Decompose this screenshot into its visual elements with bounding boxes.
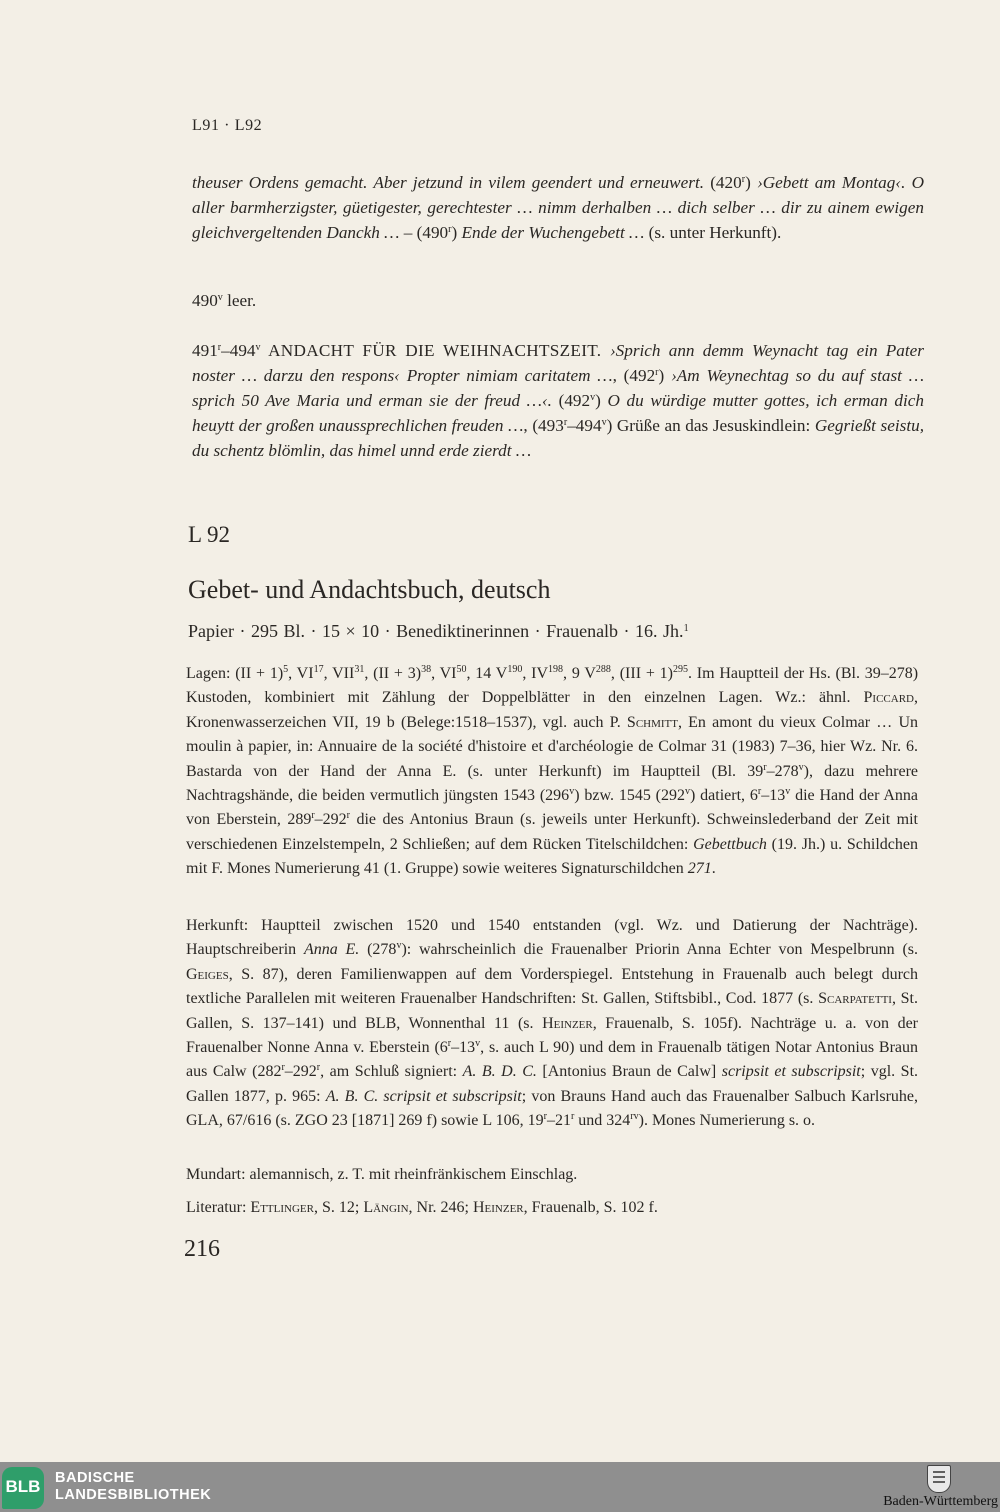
text: , Kronenwasserzeichen VII, 19 b (Belege:1518–1537), vgl. auch P. [186, 689, 918, 731]
text: , 14 V [466, 665, 508, 682]
text: , IV [522, 665, 549, 682]
paragraph-leer [192, 288, 924, 313]
text: , VI [431, 665, 457, 682]
text: ). Mones Numerierung s. o. [638, 1112, 816, 1130]
paragraph-mundart: Mundart: alemannisch, z. T. mit rheinfränkischem Einschlag. [186, 1166, 578, 1183]
superscript: 190 [507, 664, 523, 675]
library-footer-bar [0, 1462, 1000, 1512]
paragraph-lagen [186, 662, 918, 882]
superscript: 198 [548, 664, 564, 675]
running-head: L91 · L92 [192, 117, 263, 134]
superscript: v [396, 940, 402, 952]
superscript: r [316, 1062, 321, 1074]
superscript: r [570, 1111, 575, 1123]
paragraph-weihnachtszeit [192, 338, 924, 463]
italic-text: Ende der Wuchengebett … [461, 223, 645, 242]
italic-text: 271 [687, 860, 712, 878]
text: 491 [192, 341, 218, 360]
text: ) [451, 223, 462, 242]
superscript: r [757, 786, 762, 798]
italic-text: A. B. C. scripsit et subscripsit [325, 1087, 522, 1105]
text: . [711, 860, 716, 878]
text: 490 [192, 291, 218, 310]
state-name[interactable]: Baden-Württemberg [883, 1494, 998, 1509]
author-name: Geiges [186, 965, 229, 983]
italic-text: ›Sprich ann demm Weynacht tag ein Pater noster … darzu den respons‹ Propter nimiam caritatem … [192, 341, 924, 385]
text: leer. [222, 291, 257, 310]
text: –494 [567, 416, 602, 435]
text: . Im Hauptteil der Hs. (Bl. 39–278) Kustoden, kombiniert mit Zählung der Doppelblätter in den einzelnen Lagen. Wz.: ähnl. [186, 665, 919, 707]
superscript: v [798, 761, 804, 773]
logo-text: BLB [5, 1477, 41, 1496]
superscript: 288 [595, 664, 611, 675]
paragraph-gebett-montag [192, 170, 924, 245]
text: (s. unter Herkunft). [644, 223, 782, 242]
superscript: r [346, 810, 351, 822]
text: Literatur: [186, 1199, 251, 1216]
entry-metadata [188, 621, 689, 642]
library-name[interactable] [55, 1470, 211, 1504]
author-name: Piccard [863, 689, 914, 707]
coat-of-arms-icon [927, 1465, 951, 1493]
superscript: v [590, 392, 596, 403]
paragraph-herkunft [186, 914, 918, 1134]
text: , St. Gallen, S. 137–141) und BLB, Wonnenthal 11 (s. [186, 990, 918, 1032]
section-heading: ANDACHT FÜR DIE WEIHNACHTSZEIT. [260, 341, 610, 360]
superscript: r [217, 342, 222, 353]
text: , S. 87), deren Familienwappen auf dem Vorderspiegel. Entstehung in Frauenalb auch belegt durch textliche Parallelen mit weiteren Frauenalber Handschriften: St. Gallen, Stiftsbibl., Cod. 1877 (s. [186, 965, 918, 1008]
italic-text: A. B. D. C. [462, 1063, 537, 1081]
text: –292 [314, 811, 347, 829]
superscript: r [448, 224, 452, 235]
italic-text: O du würdige mutter gottes, ich erman dich heuytt der großen unaussprechlichen freuden … [192, 391, 924, 435]
metadata-text: Papier · 295 Bl. · 15 × 10 · Benediktinerinnen · Frauenalb · 16. Jh. [188, 621, 684, 641]
italic-text: theuser Ordens gemacht. Aber jetzund in vilem geendert und erneuwert. [192, 173, 705, 192]
library-name-line2: LANDESBIBLIOTHEK [55, 1487, 212, 1503]
text: –292 [284, 1063, 317, 1081]
text: –13 [451, 1039, 476, 1057]
text: , VI [288, 665, 314, 682]
superscript: rv [630, 1111, 639, 1123]
text: ) [595, 391, 608, 410]
italic-text: scripsit et subscripsit [721, 1063, 861, 1081]
italic-text: Gebettbuch [693, 835, 767, 853]
paragraph-literatur [186, 1196, 918, 1220]
superscript: 31 [354, 664, 365, 675]
italic-text: Gegrießt seistu, du schentz blömlin, das himel unnd erde zierdt … [192, 416, 925, 460]
text: , (II + 3) [364, 665, 422, 682]
superscript: r [447, 1038, 452, 1050]
superscript: 295 [672, 664, 688, 675]
superscript: 50 [456, 664, 467, 675]
superscript: 38 [421, 664, 432, 675]
entry-number: L 92 [188, 522, 230, 547]
superscript: v [217, 292, 223, 303]
author-name: Längin [363, 1199, 409, 1216]
author-name: Ettlinger [250, 1199, 314, 1216]
italic-text: ›Gebett am Montag‹. O aller barmherzigster, güetigester, gerechtester … nimm derhalben … dich selber … dir zu ainem ewigen gleichvergeltenden Danckh … [192, 173, 924, 242]
text: ): wahrscheinlich die Frauenalber Priorin Anna Echter von Mespelbrunn (s. [401, 941, 919, 959]
text: ) datiert, 6 [690, 787, 758, 805]
entry-title: Gebet- und Andachtsbuch, deutsch [188, 575, 551, 604]
text: und 324 [574, 1112, 631, 1130]
text: , am Schluß signiert: [320, 1063, 463, 1081]
text: die des Antonius Braun (s. jeweils unter Herkunft). Schweinslederband der Zeit mit verschiedenen Einzelstempeln, 2 Schließen; auf dem Rücken Titelschildchen: [186, 811, 918, 853]
text: ; von Brauns Hand auch das Frauenalber Salbuch Karlsruhe, GLA, 67/616 (s. ZGO 23 [1871] 269 f) sowie L 106, 19 [186, 1087, 919, 1130]
text: Herkunft: Hauptteil zwischen 1520 und 1540 entstanden (vgl. Wz. und Datierung der Nachträge). Hauptschreiberin [186, 917, 918, 959]
superscript: r [543, 1111, 547, 1123]
text: (492 [551, 391, 591, 410]
superscript: r [281, 1062, 285, 1074]
superscript: v [685, 786, 690, 798]
superscript: r [563, 417, 568, 428]
text: , Nr. 246; [408, 1199, 473, 1216]
text: ) [658, 366, 672, 385]
text: ) bzw. 1545 (292 [574, 787, 685, 805]
text: , 9 V [563, 665, 596, 682]
author-name: Scarpatetti [818, 990, 892, 1008]
superscript: v [785, 786, 791, 798]
italic-text: ›Am Weynechtag so du auf stast … sprich 50 Ave Maria und erman sie der freud …‹. [192, 366, 924, 410]
author-name: Schmitt [626, 713, 678, 731]
text: Lagen: (II + 1) [186, 665, 284, 682]
superscript: v [601, 417, 607, 428]
author-name: Heinzer [472, 1199, 524, 1216]
superscript: r [763, 761, 767, 773]
text: , VII [323, 665, 355, 682]
italic-text: Anna E. [303, 941, 360, 959]
text: –21 [546, 1112, 571, 1130]
blb-logo[interactable] [2, 1467, 44, 1509]
superscript: v [475, 1038, 481, 1050]
superscript: r [655, 367, 659, 378]
text: (278 [359, 941, 397, 959]
text: ), dazu mehrere Nachtragshände, die beiden vermutlich jüngsten 1543 (296 [186, 762, 918, 805]
superscript: 5 [283, 664, 289, 675]
text: [Antonius Braun de Calw] [536, 1063, 722, 1081]
text: die Hand der Anna von Eberstein, 289 [186, 787, 919, 829]
text: , s. auch L 90) und dem in Frauenalb tätigen Notar Antonius Braun aus Calw (282 [186, 1039, 918, 1081]
text: , Frauenalb, S. 102 f. [523, 1199, 658, 1216]
library-name-line1: BADISCHE [55, 1470, 135, 1486]
text: (420 [704, 173, 742, 192]
text: , S. 12; [313, 1199, 364, 1216]
superscript: 17 [313, 664, 324, 675]
superscript: r [311, 810, 315, 822]
text: ; vgl. St. Gallen 1877, p. 965: [186, 1063, 919, 1105]
text: – (490 [399, 223, 449, 242]
text: , (493 [523, 416, 564, 435]
text: , (III + 1) [610, 665, 673, 682]
text: –278 [766, 762, 799, 780]
author-name: Heinzer [542, 1014, 593, 1032]
superscript: v [569, 786, 575, 798]
footnote-marker: 1 [683, 623, 689, 634]
text: (19. Jh.) u. Schildchen mit F. Mones Numerierung 41 (1. Gruppe) sowie weiteres Signaturschildchen [186, 835, 918, 878]
text: ) Grüße an das Jesuskindlein: [606, 416, 815, 435]
superscript: r [741, 174, 746, 185]
superscript: v [255, 342, 261, 353]
text: , En amont du vieux Colmar … Un moulin à papier, in: Annuaire de la société d'histoire et d'archéologie de Colmar 31 (1983) 7–36, hier Wz. Nr. 6. Bastarda von der Hand der Anna E. (s. unter Herkunft) im Hauptteil (Bl. 39 [186, 713, 919, 780]
text: ) [745, 173, 757, 192]
text: , Frauenalb, S. 105f). Nachträge u. a. von der Frauenalber Nonne Anna v. Eberstein (6 [186, 1014, 918, 1057]
text: –494 [221, 341, 256, 360]
text: –13 [761, 787, 786, 805]
text: , (492 [612, 366, 656, 385]
page-number: 216 [184, 1236, 220, 1262]
